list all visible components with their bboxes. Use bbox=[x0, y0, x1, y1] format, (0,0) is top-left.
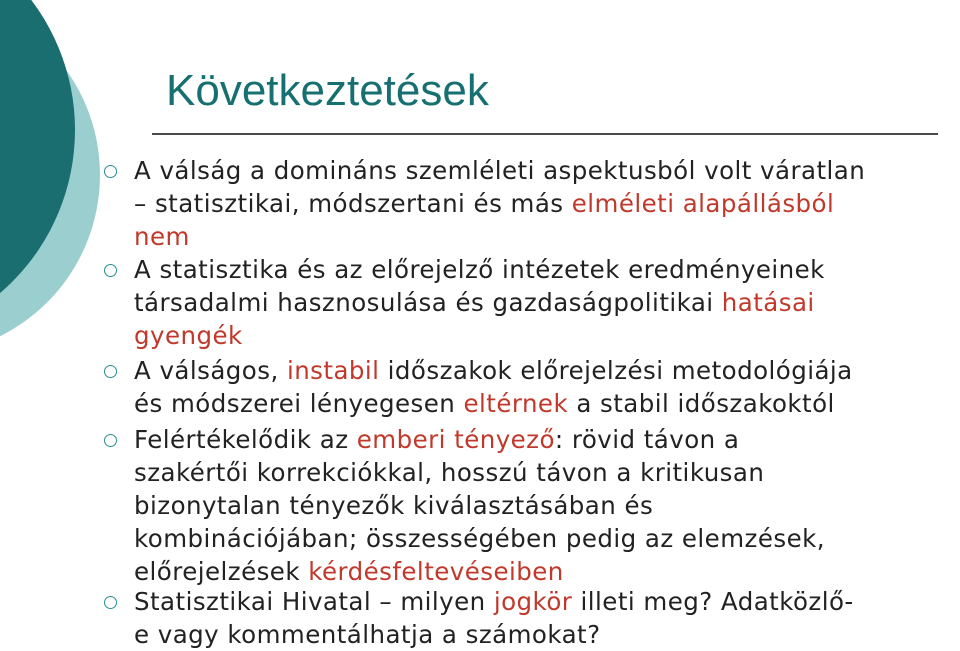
text-segment: e vagy kommentálhatja a számokat? bbox=[134, 620, 601, 649]
highlighted-text: gyengék bbox=[134, 321, 243, 350]
text-segment: és módszerei lényegesen bbox=[134, 389, 464, 418]
bullet-line bbox=[134, 389, 835, 419]
bullet-marker-icon bbox=[104, 434, 117, 447]
title-underline bbox=[152, 133, 938, 135]
text-segment: kombinációjában; összességében pedig az elemzések, bbox=[134, 524, 825, 553]
text-segment: bizonytalan tényezők kiválasztásában és bbox=[134, 491, 654, 520]
highlighted-text: kérdésfeltevéseiben bbox=[308, 557, 564, 586]
bullet-line bbox=[134, 458, 764, 488]
bullet-marker-icon bbox=[104, 365, 117, 378]
text-segment: a stabil időszakoktól bbox=[568, 389, 835, 418]
bullet-line bbox=[134, 288, 815, 318]
text-segment: időszakok előrejelzési metodológiája bbox=[379, 356, 853, 385]
text-segment: A válságos, bbox=[134, 356, 287, 385]
bullet-line bbox=[134, 620, 601, 650]
slide-title: Következtetések bbox=[166, 66, 489, 115]
text-segment: A statisztika és az előrejelző intézetek eredményeinek bbox=[134, 255, 825, 284]
bullet-marker-icon bbox=[104, 165, 117, 178]
text-segment: illeti meg? Adatközlő- bbox=[572, 587, 854, 616]
bullet-line bbox=[134, 356, 853, 386]
bullet-line bbox=[134, 557, 564, 587]
bullet-line bbox=[134, 156, 865, 186]
bullet-marker-icon bbox=[104, 264, 117, 277]
bullet-line bbox=[134, 491, 653, 521]
highlighted-text: elméleti alapállásból bbox=[571, 189, 835, 218]
bullet-line bbox=[134, 255, 825, 285]
bullet-line bbox=[134, 189, 834, 219]
bullet-marker-icon bbox=[104, 596, 117, 609]
bullet-line bbox=[134, 321, 243, 351]
highlighted-text: hatásai bbox=[721, 288, 815, 317]
text-segment: A válság a domináns szemléleti aspektusból volt váratlan bbox=[134, 156, 866, 185]
bullet-line bbox=[134, 524, 825, 554]
text-segment: előrejelzések bbox=[134, 557, 309, 586]
text-segment: társadalmi hasznosulása és gazdaságpolitikai bbox=[134, 288, 722, 317]
highlighted-text: emberi tényező bbox=[356, 425, 555, 454]
highlighted-text: eltérnek bbox=[463, 389, 569, 418]
text-segment: – statisztikai, módszertani és más bbox=[134, 189, 572, 218]
highlighted-text: nem bbox=[134, 222, 190, 251]
text-segment: : rövid távon a bbox=[554, 425, 740, 454]
text-segment: Statisztikai Hivatal – milyen bbox=[134, 587, 494, 616]
bullet-line bbox=[134, 222, 190, 252]
highlighted-text: jogkör bbox=[493, 587, 573, 616]
text-segment: Felértékelődik az bbox=[134, 425, 357, 454]
bullet-line bbox=[134, 587, 854, 617]
text-segment: szakértői korrekciókkal, hosszú távon a kritikusan bbox=[134, 458, 765, 487]
highlighted-text: instabil bbox=[286, 356, 380, 385]
bullet-line bbox=[134, 425, 739, 455]
